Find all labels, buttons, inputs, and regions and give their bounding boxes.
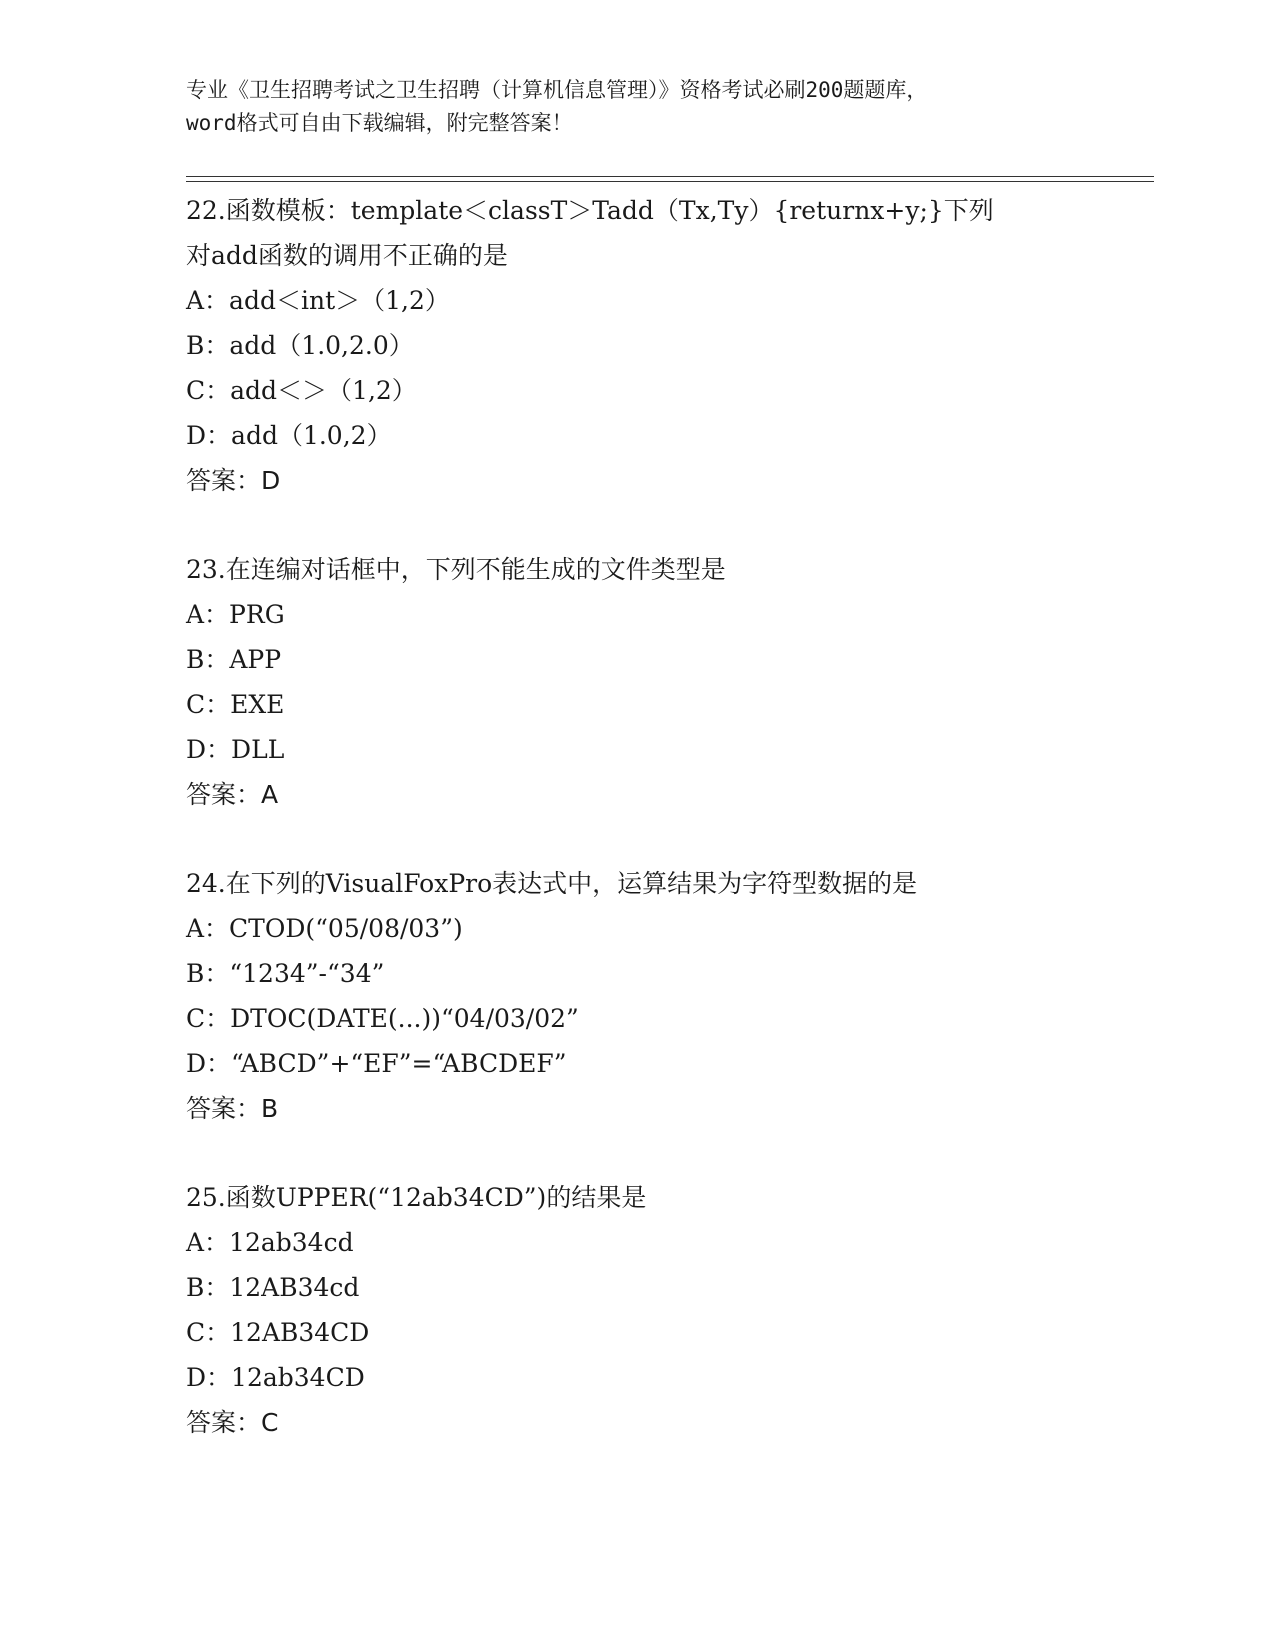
header-divider <box>186 176 1154 182</box>
option-c: C：EXE <box>186 690 285 719</box>
question-stem: 23.在连编对话框中，下列不能生成的文件类型是 <box>186 555 726 584</box>
option-b: B：APP <box>186 645 282 674</box>
option-d: D：add（1.0,2） <box>186 421 392 450</box>
option-d: D：12ab34CD <box>186 1363 365 1392</box>
option-d: D：“ABCD”+“EF”=“ABCDEF” <box>186 1049 567 1078</box>
option-d: D：DLL <box>186 735 285 764</box>
question-23 <box>186 547 1086 817</box>
question-stem: 24.在下列的VisualFoxPro表达式中，运算结果为字符型数据的是 <box>186 869 918 898</box>
answer-line: 答案：B <box>186 1094 279 1123</box>
option-a: A：add＜int＞（1,2） <box>186 286 450 315</box>
question-stem: 22.函数模板：template＜classT＞Tadd（Tx,Ty）{returnx+y;}下列 <box>186 196 994 225</box>
answer-line: 答案：A <box>186 780 279 809</box>
question-stem: 25.函数UPPER(“12ab34CD”)的结果是 <box>186 1183 647 1212</box>
option-a: A：CTOD(“05/08/03”) <box>186 914 463 943</box>
option-b: B：“1234”-“34” <box>186 959 385 988</box>
option-c: C：DTOC(DATE(...))“04/03/02” <box>186 1004 579 1033</box>
answer-line: 答案：C <box>186 1408 279 1437</box>
option-a: A：PRG <box>186 600 285 629</box>
option-b: B：12AB34cd <box>186 1273 360 1302</box>
question-22 <box>186 188 1086 503</box>
question-25 <box>186 1175 1086 1445</box>
option-a: A：12ab34cd <box>186 1228 354 1257</box>
question-list <box>186 188 1086 1489</box>
question-stem: 对add函数的调用不正确的是 <box>186 241 508 270</box>
header-line-1: 专业《卫生招聘考试之卫生招聘（计算机信息管理）》资格考试必刷200题题库， <box>186 78 928 102</box>
answer-line: 答案：D <box>186 466 281 495</box>
option-c: C：add＜＞（1,2） <box>186 376 417 405</box>
header-line-2: word格式可自由下载编辑，附完整答案！ <box>186 111 573 135</box>
document-header <box>186 74 1086 140</box>
option-c: C：12AB34CD <box>186 1318 370 1347</box>
question-24 <box>186 861 1086 1131</box>
option-b: B：add（1.0,2.0） <box>186 331 414 360</box>
